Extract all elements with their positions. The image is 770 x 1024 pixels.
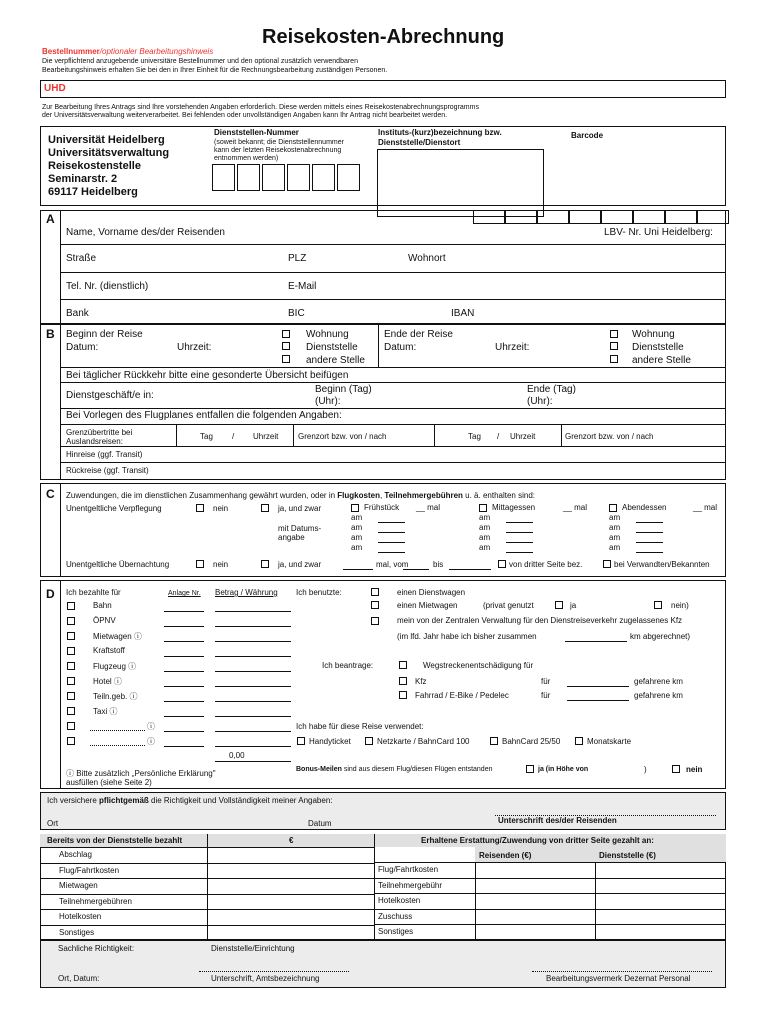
kfz-gefahrene-label: gefahrene km	[634, 677, 683, 686]
confirmation-text	[47, 796, 332, 805]
mittagessen-am-label: am	[479, 523, 491, 532]
section-d-letter: D	[46, 587, 55, 601]
rueckreise-label: Rückreise (ggf. Transit)	[66, 466, 149, 475]
strasse-label: Straße	[66, 253, 97, 264]
reisenden-eur-label: Reisenden (€)	[479, 851, 532, 860]
sum-value: 0,00	[229, 751, 245, 760]
dienststelle-hint-3: entnommen werden)	[214, 155, 279, 162]
dienstwagen-checkbox[interactable]	[371, 588, 379, 596]
uebernachtung-nein-label: nein	[213, 560, 229, 569]
grenz-ort-1: Grenzort bzw. von / nach	[298, 432, 387, 441]
name-label: Name, Vorname des/der Reisenden	[66, 227, 225, 238]
ende-andere-label: andere Stelle	[632, 355, 691, 366]
paid-row-label: Flug/Fahrtkosten	[59, 866, 120, 875]
dienstgeschaeft-label: Dienstgeschäft/e in:	[66, 390, 154, 401]
order-heading	[42, 47, 213, 56]
dienststelle-hint-2: kann der letzten Reisekostenabrechnung	[214, 147, 342, 154]
monatskarte-label: Monatskarte	[587, 737, 632, 746]
bonus-meilen: Bonus-Meilen	[296, 766, 342, 773]
tel-label: Tel. Nr. (dienstlich)	[66, 281, 149, 292]
paid-row-amount-field[interactable]	[208, 910, 373, 923]
abendessen-mal-label: __ mal	[693, 503, 718, 512]
hinweis-1: ⓘ Bitte zusätzlich „Persönliche Erklärung"	[66, 769, 216, 778]
beginn-dienststelle-label: Dienststelle	[306, 342, 358, 353]
confirm-a: Ich versichere	[47, 796, 100, 805]
cost-item-label: Mietwagen ⓘ	[93, 632, 142, 641]
fruehstueck-date-field[interactable]	[378, 552, 405, 553]
daily-note: Bei täglicher Rückkehr bitte eine gesonderte Übersicht beifügen	[66, 370, 349, 381]
mittagessen-date-field[interactable]	[506, 552, 533, 553]
abendessen-date-field[interactable]	[636, 542, 663, 543]
fahrrad-km-field[interactable]	[567, 700, 629, 701]
uhd-field[interactable]	[40, 80, 726, 98]
bonus-label	[296, 766, 493, 773]
erhaltene-label: Erhaltene Erstattung/Zuwendung von dritter Seite gezahlt an:	[421, 836, 654, 845]
cost-item-label: Kraftstoff	[93, 646, 125, 655]
mittagessen-label: Mittagessen	[492, 503, 536, 512]
uebernachtung-vom-field[interactable]	[403, 569, 429, 570]
bezahlte-label: Ich bezahlte für	[66, 588, 121, 597]
uebernachtung-nein-checkbox[interactable]	[196, 560, 204, 568]
email-label: E-Mail	[288, 281, 317, 292]
cost-item-checkbox[interactable]	[67, 602, 75, 610]
refund-reisende-field[interactable]	[476, 879, 594, 892]
fruehstueck-label: Frühstück	[364, 503, 400, 512]
beantrage-label: Ich beantrage:	[322, 661, 374, 670]
anlage-field[interactable]	[164, 716, 204, 717]
betrag-field[interactable]	[215, 686, 291, 687]
verpflegung-nein-label: nein	[213, 504, 229, 513]
privat-nein-checkbox[interactable]	[654, 601, 662, 609]
mittagessen-checkbox[interactable]	[479, 504, 487, 512]
abendessen-date-field[interactable]	[636, 552, 663, 553]
fahrrad-checkbox[interactable]	[399, 691, 407, 699]
beginn-tag-label: Beginn (Tag)	[315, 384, 372, 395]
lbv-digit-box[interactable]	[569, 210, 601, 224]
address-line-4: Seminarstr. 2	[48, 173, 118, 185]
confirm-pflichtgemaess: pflichtgemäß	[99, 796, 149, 805]
fahrrad-fuer-label: für	[541, 691, 551, 700]
beginn-uhrzeit-label: Uhrzeit:	[177, 342, 212, 353]
betrag-field[interactable]	[215, 641, 291, 642]
refund-row-label: Teilnehmergebühr	[378, 881, 443, 890]
address-line-2: Universitätsverwaltung	[48, 147, 170, 159]
anlage-field[interactable]	[164, 626, 204, 627]
mittagessen-am-label: am	[479, 513, 491, 522]
cost-item-label: Teiln.geb. ⓘ	[93, 692, 138, 701]
ende-dienststelle-checkbox[interactable]	[610, 342, 618, 350]
refund-dienststelle-field[interactable]	[596, 879, 725, 892]
processing-note-2: der Universitätsverwaltung weiterverarbeitet. Bei fehlenden oder unvollständigen Angaben kann Ihr Antrag nicht bearbeitet werden.	[42, 112, 448, 119]
institut-field[interactable]	[377, 149, 544, 217]
datum-label: Datum	[308, 819, 332, 828]
confirm-c: die Richtigkeit und Vollständigkeit meiner Angaben:	[148, 796, 333, 805]
bonus-paren: )	[644, 765, 647, 774]
mittagessen-am-label: am	[479, 543, 491, 552]
refund-dienststelle-field[interactable]	[596, 910, 725, 923]
bonus-ja-checkbox[interactable]	[526, 765, 534, 773]
fruehstueck-date-field[interactable]	[378, 542, 405, 543]
refund-reisende-field[interactable]	[476, 863, 594, 876]
processing-note-1: Zur Bearbeitung Ihres Antrags sind Ihre vorstehenden Angaben erforderlich. Diese werden mittels eines Reisekostenabrechnungsprogramms	[42, 104, 479, 111]
cost-item-checkbox[interactable]	[67, 707, 75, 715]
grenz-slash-1: /	[232, 432, 235, 441]
section-c-letter: C	[46, 487, 55, 501]
cost-item-label: ÖPNV	[93, 616, 116, 625]
benutzte-label: Ich benutzte:	[296, 588, 342, 597]
flugplan-note: Bei Vorlegen des Flugplanes entfallen die folgenden Angaben:	[66, 410, 342, 421]
bic-label: BIC	[288, 308, 305, 319]
betrag-field[interactable]	[215, 731, 291, 732]
hinreise-label: Hinreise (ggf. Transit)	[66, 450, 143, 459]
intro-teilnehmergebuehren: Teilnehmergebühren	[384, 491, 463, 500]
ende-datum-label: Datum:	[384, 342, 417, 353]
ende-andere-checkbox[interactable]	[610, 355, 618, 363]
unterschrift-reisende-label: Unterschrift des/der Reisenden	[498, 816, 617, 825]
abendessen-date-field[interactable]	[636, 522, 663, 523]
anlage-field[interactable]	[164, 701, 204, 702]
sum-underline	[215, 761, 291, 762]
lbv-digit-box[interactable]	[665, 210, 697, 224]
ende-uhrzeit-label: Uhrzeit:	[495, 342, 530, 353]
dienststelle-title: Dienststellen-Nummer	[214, 128, 299, 137]
privat-label: (privat genutzt	[483, 601, 534, 610]
paid-row-amount-field[interactable]	[208, 848, 373, 861]
bahncard-checkbox[interactable]	[490, 737, 498, 745]
dienststelle-digit-box[interactable]	[212, 164, 235, 191]
cost-item-label: Bahn	[93, 601, 112, 610]
anlage-field[interactable]	[164, 671, 204, 672]
paid-row-label: Teilnehmergebühren	[59, 897, 132, 906]
beginn-andere-checkbox[interactable]	[282, 355, 290, 363]
barcode-label: Barcode	[571, 131, 604, 140]
lbv-digit-box[interactable]	[601, 210, 633, 224]
ort-label: Ort	[47, 819, 59, 828]
betrag-field[interactable]	[215, 626, 291, 627]
dienststelle-eur-label: Dienststelle (€)	[599, 851, 656, 860]
beginn-wohnung-label: Wohnung	[306, 329, 349, 340]
verpflegung-nein-checkbox[interactable]	[196, 504, 204, 512]
dienststelle-hint-1: (soweit bekannt; die Dienststellennummer	[214, 139, 344, 146]
grenz-label-2: Auslandsreisen:	[66, 437, 123, 446]
wegstrecke-checkbox[interactable]	[399, 661, 407, 669]
mittagessen-date-field[interactable]	[506, 532, 533, 533]
handy-checkbox[interactable]	[297, 737, 305, 745]
mittagessen-date-field[interactable]	[506, 522, 533, 523]
bonus-rest: sind aus diesem Flug/diesen Flügen entstanden	[341, 766, 493, 773]
refund-row-label: Flug/Fahrtkosten	[378, 865, 439, 874]
betrag-field[interactable]	[215, 611, 291, 612]
abendessen-am-label: am	[609, 533, 621, 542]
bonus-ja-label: ja (in Höhe von	[538, 766, 589, 773]
ende-label: Ende der Reise	[384, 329, 453, 340]
anlage-field[interactable]	[164, 746, 204, 747]
dienststelle-digit-box[interactable]	[237, 164, 260, 191]
refund-row-label: Sonstiges	[378, 927, 414, 936]
dienststelle-digit-box[interactable]	[312, 164, 335, 191]
beginn-uhr-label: (Uhr):	[315, 396, 341, 407]
bahncard-label: BahnCard 25/50	[502, 737, 561, 746]
mittagessen-am-label: am	[479, 533, 491, 542]
cost-item-checkbox[interactable]	[67, 632, 75, 640]
cost-item-checkbox[interactable]	[67, 737, 75, 745]
dienststelle-einrichtung-label: Dienststelle/Einrichtung	[211, 944, 295, 953]
euro-label: €	[289, 836, 294, 845]
cost-item-custom-marker: ⓘ	[147, 737, 155, 746]
fruehstueck-am-label: am	[351, 533, 363, 542]
institut-title-1: Instituts-(kurz)bezeichnung bzw.	[378, 128, 502, 137]
refund-reisende-field[interactable]	[476, 910, 594, 923]
abendessen-checkbox[interactable]	[609, 504, 617, 512]
cost-item-label: Hotel ⓘ	[93, 677, 122, 686]
grenz-ort-2: Grenzort bzw. von / nach	[565, 432, 654, 441]
zentral-km-label: (im lfd. Jahr habe ich bisher zusammen	[397, 632, 537, 641]
anlage-field[interactable]	[164, 641, 204, 642]
ende-wohnung-checkbox[interactable]	[610, 330, 618, 338]
kfz-label: Kfz	[415, 677, 427, 686]
section-b-letter: B	[46, 327, 55, 341]
plz-label: PLZ	[288, 253, 307, 264]
dienstwagen-label: einen Dienstwagen	[397, 588, 466, 597]
verwandte-label: bei Verwandten/Bekannten	[614, 560, 710, 569]
paid-row-label: Hotelkosten	[59, 912, 102, 921]
netzkarte-checkbox[interactable]	[365, 737, 373, 745]
cost-item-label: Flugzeug ⓘ	[93, 662, 137, 671]
betrag-field[interactable]	[215, 671, 291, 672]
bearbeitung-label: Bearbeitungsvermerk Dezernat Personal	[546, 974, 691, 983]
intro-sep: ,	[379, 491, 385, 500]
grenz-uhrzeit-1: Uhrzeit	[253, 432, 279, 441]
fahrrad-label: Fahrrad / E-Bike / Pedelec	[415, 691, 509, 700]
refund-reisende-field[interactable]	[476, 894, 594, 907]
mietwagen-checkbox[interactable]	[371, 601, 379, 609]
privat-ja-checkbox[interactable]	[555, 601, 563, 609]
verpflegung-label: Unentgeltliche Verpflegung	[66, 504, 162, 513]
mittagessen-date-field[interactable]	[506, 542, 533, 543]
lbv-digit-box[interactable]	[633, 210, 665, 224]
refund-dienststelle-field[interactable]	[596, 925, 725, 938]
section-d	[40, 580, 726, 789]
kfz-checkbox[interactable]	[399, 677, 407, 685]
paid-row-label: Abschlag	[59, 850, 92, 859]
address	[48, 134, 169, 199]
abendessen-date-field[interactable]	[636, 532, 663, 533]
verwandte-checkbox[interactable]	[603, 560, 611, 568]
cost-item-checkbox[interactable]	[67, 722, 75, 730]
ende-tag-label: Ende (Tag)	[527, 384, 576, 395]
verwendet-label: Ich habe für diese Reise verwendet:	[296, 722, 424, 731]
abendessen-am-label: am	[609, 513, 621, 522]
grenz-tag-1: Tag	[200, 432, 213, 441]
mietwagen-label: einen Mietwagen	[397, 601, 458, 610]
lbv-digit-box[interactable]	[537, 210, 569, 224]
anlage-field[interactable]	[164, 731, 204, 732]
netzkarte-label: Netzkarte / BahnCard 100	[377, 737, 470, 746]
order-heading-red: Bestellnummer	[42, 47, 100, 56]
grenz-slash-2: /	[497, 432, 500, 441]
bank-label: Bank	[66, 308, 89, 319]
lbv-digit-box[interactable]	[473, 210, 505, 224]
cost-item-custom-field[interactable]	[90, 745, 145, 746]
lbv-digit-box[interactable]	[505, 210, 537, 224]
hinweis-2: ausfüllen (siehe Seite 2)	[66, 778, 152, 787]
refund-dienststelle-field[interactable]	[596, 894, 725, 907]
grenz-label-1: Grenzübertritte bei	[66, 428, 133, 437]
ende-wohnung-label: Wohnung	[632, 329, 675, 340]
verpflegung-ja-checkbox[interactable]	[261, 504, 269, 512]
cost-item-checkbox[interactable]	[67, 662, 75, 670]
fruehstueck-am-label: am	[351, 523, 363, 532]
bis-label: bis	[433, 560, 444, 569]
section-b	[40, 324, 726, 480]
uebernachtung-count-field[interactable]	[343, 569, 373, 570]
uebernachtung-bis-field[interactable]	[449, 569, 491, 570]
fruehstueck-am-label: am	[351, 513, 363, 522]
paid-row-label: Sonstiges	[59, 928, 95, 937]
wegstrecke-label: Wegstreckenentschädigung für	[423, 661, 534, 670]
address-line-3: Reisekostenstelle	[48, 160, 141, 172]
uebernachtung-ja-checkbox[interactable]	[261, 560, 269, 568]
mit-datum-1: mit Datums-	[278, 524, 322, 533]
institut-title-2: Dienststelle/Dienstort	[378, 138, 461, 147]
uhd-label: UHD	[44, 83, 66, 94]
anlage-label: Anlage Nr.	[168, 590, 201, 597]
zentral-kfz-checkbox[interactable]	[371, 617, 379, 625]
abendessen-am-label: am	[609, 543, 621, 552]
order-desc-2: Bearbeitungshinweis erhalten Sie bei den in Ihrer Einheit für die Rechnungsbearbeitung zuständigen Personen.	[42, 67, 388, 74]
anlage-field[interactable]	[164, 656, 204, 657]
dienststelle-digit-box[interactable]	[287, 164, 310, 191]
betrag-field[interactable]	[215, 716, 291, 717]
betrag-field[interactable]	[215, 656, 291, 657]
betrag-label: Betrag / Währung	[215, 588, 278, 597]
betrag-field[interactable]	[215, 701, 291, 702]
ort-datum-label: Ort, Datum:	[58, 974, 100, 983]
zuwendungen-intro	[66, 491, 535, 500]
wohnort-label: Wohnort	[408, 253, 446, 264]
order-heading-italic: /optionaler Bearbeitungshinweis	[99, 47, 214, 56]
beginn-label: Beginn der Reise	[66, 329, 143, 340]
cost-item-checkbox[interactable]	[67, 617, 75, 625]
refund-row-label: Zuschuss	[378, 912, 413, 921]
bonus-nein-label: nein	[686, 765, 703, 774]
zentral-kfz-label: mein von der Zentralen Verwaltung für den Dienstreiseverkehr zugelassenes Kfz	[397, 616, 683, 625]
refund-reisende-field[interactable]	[476, 925, 594, 938]
paid-row-amount-field[interactable]	[208, 926, 373, 939]
mal-vom-label: mal, vom	[376, 560, 409, 569]
dritter-label: von dritter Seite bez.	[509, 560, 583, 569]
refund-dienststelle-field[interactable]	[596, 863, 725, 876]
bereits-label: Bereits von der Dienststelle bezahlt	[47, 836, 183, 845]
fruehstueck-mal-label: __ mal	[416, 503, 441, 512]
address-line-1: Universität Heidelberg	[48, 134, 165, 146]
privat-ja-label: ja	[570, 601, 577, 610]
mittagessen-mal-label: __ mal	[563, 503, 588, 512]
fruehstueck-date-field[interactable]	[378, 522, 405, 523]
page-title: Reisekosten-Abrechnung	[262, 26, 505, 48]
lbv-digit-box[interactable]	[697, 210, 729, 224]
beginn-dienststelle-checkbox[interactable]	[282, 342, 290, 350]
intro-a: Zuwendungen, die im dienstlichen Zusammenhang gewährt wurden, oder in	[66, 491, 338, 500]
privat-nein-label: nein)	[671, 601, 689, 610]
verpflegung-ja-label: ja, und zwar	[278, 504, 322, 513]
beginn-datum-label: Datum:	[66, 342, 99, 353]
km-abgerechnet-label: km abgerechnet)	[630, 632, 691, 641]
mit-datum-2: angabe	[278, 533, 305, 542]
fruehstueck-am-label: am	[351, 543, 363, 552]
cost-item-checkbox[interactable]	[67, 647, 75, 655]
grenz-tag-2: Tag	[468, 432, 481, 441]
monatskarte-checkbox[interactable]	[575, 737, 583, 745]
intro-end: u. ä. enthalten sind:	[462, 491, 535, 500]
uebernachtung-ja-label: ja, und zwar	[278, 560, 322, 569]
paid-row-amount-field[interactable]	[208, 864, 373, 877]
uebernachtung-label: Unentgeltliche Übernachtung	[66, 560, 170, 569]
paid-row-label: Mietwagen	[59, 881, 98, 890]
ende-dienststelle-label: Dienststelle	[632, 342, 684, 353]
sachlich-label: Sachliche Richtigkeit:	[58, 944, 135, 953]
unterschrift-amt-label: Unterschrift, Amtsbezeichnung	[211, 974, 320, 983]
cost-item-custom-marker: ⓘ	[147, 722, 155, 731]
kfz-fuer-label: für	[541, 677, 551, 686]
paid-row-amount-field[interactable]	[208, 879, 373, 892]
fruehstueck-checkbox[interactable]	[351, 504, 359, 512]
cost-item-custom-field[interactable]	[90, 730, 145, 731]
order-desc-1: Die verpflichtend anzugebende universitäre Bestellnummer und den optional zusätzlich verwendbaren	[42, 58, 358, 65]
iban-label: IBAN	[451, 308, 475, 319]
section-a-letter: A	[46, 212, 55, 226]
cost-item-checkbox[interactable]	[67, 692, 75, 700]
abendessen-label: Abendessen	[622, 503, 667, 512]
cost-item-label: Taxi ⓘ	[93, 707, 118, 716]
address-line-5: 69117 Heidelberg	[48, 186, 138, 198]
dienststelle-digit-box[interactable]	[262, 164, 285, 191]
cost-item-checkbox[interactable]	[67, 677, 75, 685]
dienststelle-digit-box[interactable]	[337, 164, 360, 191]
fahrrad-gefahrene-label: gefahrene km	[634, 691, 683, 700]
betrag-field[interactable]	[215, 746, 291, 747]
fruehstueck-date-field[interactable]	[378, 532, 405, 533]
paid-row-amount-field[interactable]	[208, 895, 373, 908]
refund-row-label: Hotelkosten	[378, 896, 421, 905]
beginn-wohnung-checkbox[interactable]	[282, 330, 290, 338]
lbv-label: LBV- Nr. Uni Heidelberg:	[604, 227, 713, 238]
ende-uhr-label: (Uhr):	[527, 396, 553, 407]
km-bisher-field[interactable]	[565, 641, 627, 642]
kfz-km-field[interactable]	[567, 686, 629, 687]
abendessen-am-label: am	[609, 523, 621, 532]
bonus-nein-checkbox[interactable]	[672, 765, 680, 773]
intro-flugkosten: Flugkosten	[337, 491, 380, 500]
grenz-uhrzeit-2: Uhrzeit	[510, 432, 536, 441]
beginn-andere-label: andere Stelle	[306, 355, 365, 366]
anlage-field[interactable]	[164, 611, 204, 612]
handy-label: Handyticket	[309, 737, 351, 746]
dritter-checkbox[interactable]	[498, 560, 506, 568]
anlage-field[interactable]	[164, 686, 204, 687]
